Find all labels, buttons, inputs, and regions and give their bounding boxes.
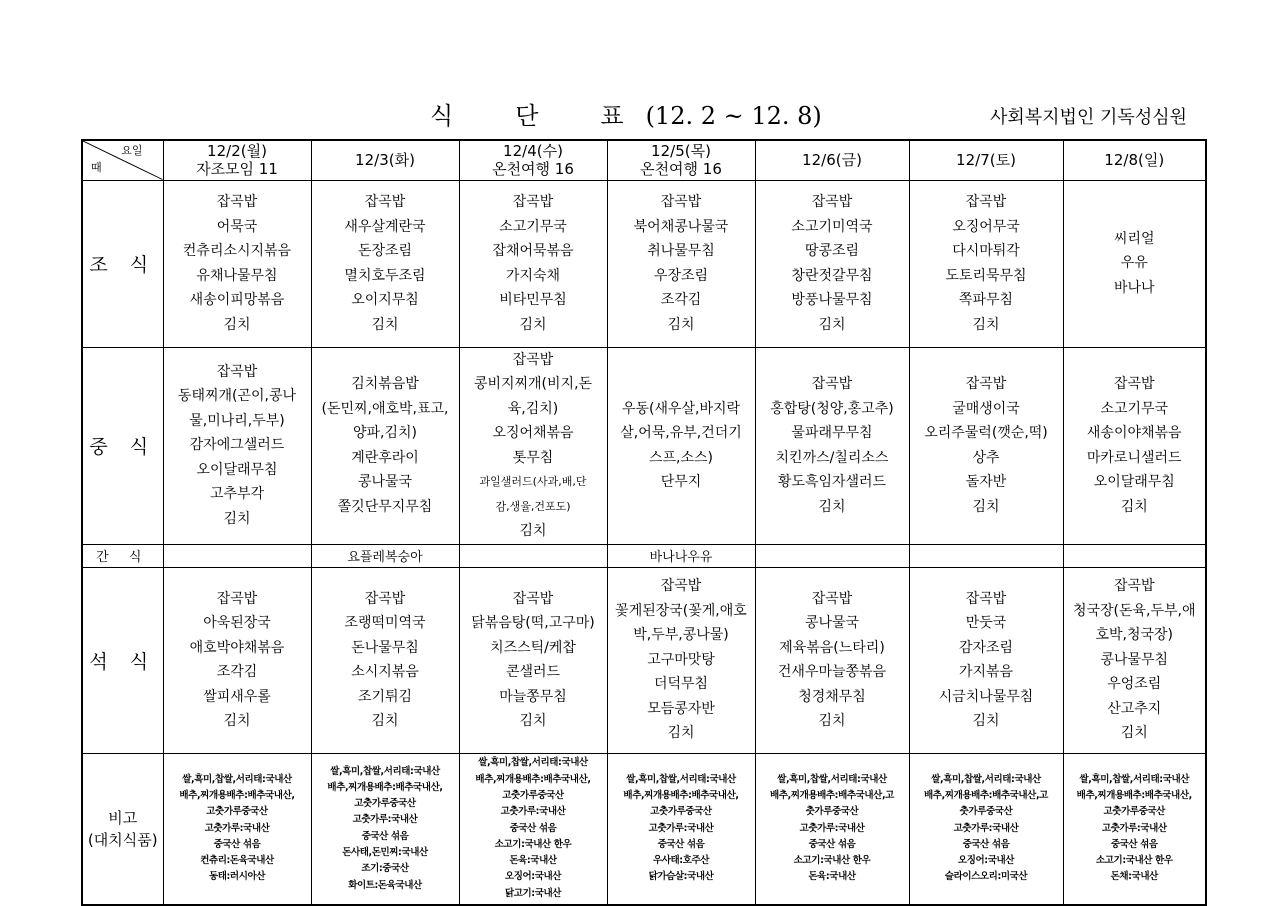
- menu-item: 가지볶음: [958, 664, 1014, 680]
- origin-note-line: 우사태:호주산: [652, 855, 710, 867]
- breakfast-cell: [755, 180, 909, 347]
- menu-item: 어묵국: [216, 218, 258, 235]
- lunch-cell: [909, 347, 1063, 544]
- title-char-1: 식: [430, 102, 454, 130]
- origin-note-line: 돈사태,돈민찌:국내산: [342, 847, 428, 859]
- dinner-cell: [163, 567, 311, 753]
- menu-item: 마늘쫑무침: [499, 688, 567, 705]
- menu-item: 컨츄리소시지볶음: [182, 243, 292, 259]
- origin-note-cell: [607, 753, 755, 905]
- origin-note-line: 배추,찌개용배추:배추국내산,고: [924, 790, 1048, 801]
- menu-item: 양파,김치): [352, 425, 417, 441]
- menu-item: 김치: [667, 316, 695, 333]
- menu-item: 콩나물무침: [1100, 651, 1169, 668]
- breakfast-cell: [311, 180, 459, 347]
- origin-note-line: 중국산 섞음: [1110, 838, 1158, 850]
- menu-item: 감자조림: [958, 639, 1014, 656]
- menu-item: 도토리묵무침: [945, 267, 1027, 284]
- snack-cell: [755, 544, 909, 567]
- meal-label-lunch: 중 식: [82, 347, 163, 544]
- breakfast-cell: [163, 180, 311, 347]
- origin-note-line: 소고기:국내산 한우: [494, 838, 572, 850]
- menu-item: 잡곡밥: [216, 590, 258, 607]
- notes-row: [82, 753, 1206, 905]
- origin-note-line: 고춧가루:국내산: [500, 806, 566, 818]
- origin-note-line: 중국산 섞음: [962, 838, 1010, 850]
- dinner-cell: [607, 567, 755, 753]
- breakfast-cell: [909, 180, 1063, 347]
- menu-item: 쫄깃단무지무침: [337, 498, 433, 515]
- menu-item: 육,김치): [507, 400, 559, 417]
- origin-note-line: 화이트:돈육국내산: [348, 879, 422, 891]
- menu-item: 상추: [972, 449, 1000, 466]
- breakfast-cell: [459, 180, 607, 347]
- header-corner: [82, 140, 163, 180]
- origin-note-line: 고춧가루중국산: [650, 806, 712, 818]
- menu-item: 오이달래무침: [196, 461, 278, 478]
- meal-label-snack: 간 식: [82, 544, 163, 567]
- title-char-3: 표: [600, 102, 624, 130]
- menu-item: 새송이피망볶음: [189, 292, 285, 308]
- origin-note-line: 오징어:국내산: [957, 855, 1015, 867]
- menu-item: 잡곡밥: [1113, 376, 1155, 392]
- menu-item: 치킨까스/칠리소스: [775, 449, 889, 466]
- menu-item: 김치: [519, 523, 547, 539]
- menu-item: 오징어채볶음: [492, 425, 574, 441]
- origin-note-line: 배추,찌개용배추:배추국내산,: [475, 773, 591, 785]
- origin-note-line: 소고기:국내산 한우: [1095, 855, 1173, 867]
- menu-item: 잡곡밥: [811, 194, 853, 210]
- lunch-cell: [1063, 347, 1206, 544]
- menu-item: 김치: [972, 316, 1000, 333]
- menu-item: 굴매생이국: [952, 400, 1020, 417]
- menu-item: 김치: [223, 316, 251, 333]
- origin-note-cell: [755, 753, 909, 905]
- menu-item: 동태찌개(곤이,콩나: [177, 388, 297, 405]
- origin-note-line: 쌀,흑미,찹쌀,서리태:국내산: [626, 773, 736, 785]
- organization-name: 사회복지법인 기독성심원: [990, 107, 1187, 128]
- day-event: 자조모임 11: [196, 160, 278, 179]
- menu-item: 잡곡밥: [811, 376, 853, 392]
- menu-item: 콩나물국: [357, 474, 413, 490]
- snack-cell: 바나나우유: [607, 544, 755, 567]
- origin-note-line: 고춧가루:국내산: [799, 822, 865, 834]
- menu-item: 잡곡밥: [660, 194, 702, 210]
- menu-item: 쌀피새우롤: [203, 688, 271, 705]
- menu-item: 애호박야채볶음: [189, 639, 285, 656]
- day-event: 온천여행 16: [640, 160, 722, 179]
- menu-item: 돈장조림: [357, 243, 413, 259]
- menu-item: (돈민찌,애호박,표고,: [321, 400, 449, 417]
- origin-note-line: 고춧가루중국산: [502, 790, 564, 801]
- menu-item: 김치: [1120, 498, 1148, 515]
- origin-note-line: 고춧가루:국내산: [1101, 822, 1167, 834]
- day-header: [607, 140, 755, 180]
- lunch-cell: [459, 347, 607, 544]
- menu-item: 바나나: [1113, 279, 1155, 296]
- origin-note-line: 쌀,흑미,찹쌀,서리태:국내산: [478, 757, 588, 769]
- corner-label-meal: 때: [91, 160, 102, 174]
- menu-item: 소고기무국: [499, 218, 567, 235]
- origin-note-line: 고춧가루:국내산: [352, 814, 418, 826]
- menu-item: 우유: [1120, 255, 1148, 272]
- menu-item: 김치: [818, 713, 846, 729]
- menu-item: 유채나물무침: [196, 267, 278, 284]
- menu-item: 살,어묵,유부,건더기: [620, 425, 742, 441]
- menu-item: 잡곡밥: [965, 194, 1007, 210]
- menu-item: 다시마튀각: [952, 243, 1020, 259]
- menu-item: 돈나물무침: [351, 639, 419, 656]
- breakfast-row: [82, 180, 1206, 347]
- origin-note-cell: [311, 753, 459, 905]
- menu-item: 꽃게된장국(꽃게,애호: [615, 602, 747, 619]
- dinner-cell: [459, 567, 607, 753]
- menu-item: 잡곡밥: [965, 590, 1007, 607]
- menu-item: 잡곡밥: [216, 363, 258, 380]
- menu-item: 쪽파무침: [958, 292, 1014, 308]
- dinner-cell: [311, 567, 459, 753]
- origin-note-line: 닭고기:국내산: [504, 887, 562, 899]
- origin-note-line: 중국산 섞음: [361, 830, 409, 842]
- menu-item: 방풍나물무침: [791, 292, 873, 308]
- menu-item: 김치: [667, 725, 695, 742]
- menu-item: 청국장(돈육,두부,애: [1072, 602, 1196, 619]
- menu-item: 홍합탕(청양,홍고추): [770, 400, 894, 417]
- day-header: [163, 140, 311, 180]
- menu-item: 콩나물국: [804, 615, 860, 631]
- menu-item: 김치: [223, 510, 251, 527]
- corner-label-day: 요일: [121, 144, 143, 157]
- menu-item: 잡곡밥: [1113, 578, 1155, 595]
- day-date: 12/4(수): [503, 142, 563, 161]
- origin-note-line: 배추,찌개용배추:배추국내산,: [623, 790, 739, 801]
- origin-note-line: 고춧가루:국내산: [648, 822, 714, 834]
- origin-note-line: 고춧가루:국내산: [953, 822, 1019, 834]
- origin-note-line: 돈육:국내산: [808, 871, 856, 883]
- day-date: 12/8(일): [1104, 151, 1165, 170]
- lunch-cell: [163, 347, 311, 544]
- notes-label: [82, 753, 163, 905]
- menu-item: 오리주물럭(깻순,떡): [924, 425, 1048, 441]
- menu-item: 새송이야채볶음: [1086, 425, 1182, 441]
- menu-item: 비타민무침: [499, 292, 567, 308]
- menu-item: 만둣국: [965, 615, 1007, 631]
- day-header: [311, 140, 459, 180]
- origin-note-line: 소고기:국내산 한우: [793, 855, 871, 867]
- menu-item: 소시지볶음: [351, 664, 419, 680]
- menu-item: 감자에그샐러드: [189, 437, 285, 454]
- menu-item: 오징어무국: [952, 218, 1020, 235]
- menu-item: 잡곡밥: [512, 194, 554, 210]
- origin-note-line: 슬라이스오리:미국산: [944, 871, 1028, 883]
- origin-note-line: 중국산 섞음: [213, 838, 261, 850]
- menu-item: 소고기무국: [1100, 400, 1169, 417]
- menu-item: 창란젓갈무침: [791, 267, 873, 284]
- day-header: [909, 140, 1063, 180]
- menu-item: 땅콩조림: [804, 243, 860, 259]
- menu-item: 호박,청국장): [1095, 627, 1174, 644]
- snack-cell: 요플레복숭아: [311, 544, 459, 567]
- menu-item: 김치: [818, 498, 846, 515]
- snack-cell: [163, 544, 311, 567]
- lunch-cell: [755, 347, 909, 544]
- snack-cell: [459, 544, 607, 567]
- menu-item: 멸치호두조림: [344, 267, 426, 284]
- menu-item: 조랭떡미역국: [344, 615, 426, 631]
- menu-item: 감,생율,건포도): [495, 499, 571, 513]
- day-date: 12/5(목): [651, 142, 711, 161]
- menu-item: 취나물무침: [647, 243, 715, 259]
- breakfast-cell: [607, 180, 755, 347]
- menu-item: 오이달래무침: [1093, 474, 1175, 490]
- menu-item: 소고기미역국: [791, 218, 873, 235]
- menu-item: 단무지: [660, 474, 702, 490]
- origin-note-line: 배추,찌개용배추:배추국내산,: [179, 790, 295, 801]
- menu-item: 가지숙채: [505, 267, 561, 284]
- lunch-cell: [311, 347, 459, 544]
- origin-note-line: 돈채:국내산: [1110, 871, 1158, 883]
- menu-item: 우장조림: [653, 267, 709, 284]
- menu-item: 물,미나리,두부): [189, 412, 285, 429]
- menu-item: 닭볶음탕(떡,고구마): [471, 615, 595, 631]
- menu-item: 박,두부,콩나물): [633, 627, 729, 644]
- menu-item: 콩비지찌개(비지,돈: [473, 376, 593, 392]
- origin-note-line: 춧가루중국산: [805, 806, 859, 818]
- origin-note-line: 중국산 섞음: [808, 838, 856, 850]
- origin-note-line: 쌀,흑미,찹쌀,서리태:국내산: [1079, 773, 1190, 785]
- origin-note-line: 춧가루중국산: [959, 806, 1013, 818]
- origin-note-line: 배추,찌개용배추:배추국내산,고: [770, 790, 894, 801]
- origin-note-line: 배추,찌개용배추:배추국내산,: [327, 781, 443, 793]
- menu-item: 스프,소스): [648, 449, 713, 466]
- origin-note-line: 쌀,흑미,찹쌀,서리태:국내산: [182, 773, 292, 785]
- menu-item: 조각김: [660, 292, 702, 308]
- origin-note-cell: [909, 753, 1063, 905]
- menu-item: 황도흑임자샐러드: [777, 474, 887, 490]
- menu-item: 김치: [371, 713, 399, 729]
- menu-item: 건새우마늘쫑볶음: [777, 664, 887, 680]
- menu-item: 잡곡밥: [811, 590, 853, 607]
- menu-item: 우동(새우살,바지락: [621, 400, 741, 417]
- day-date: 12/2(월): [207, 142, 267, 161]
- header-row: [82, 140, 1206, 180]
- menu-item: 마카로니샐러드: [1086, 449, 1182, 466]
- menu-item: 잡곡밥: [965, 376, 1007, 392]
- menu-item: 제육볶음(느타리): [779, 639, 885, 656]
- menu-item: 김치: [371, 316, 399, 333]
- title-date-range: (12. 2 ~ 12. 8): [645, 102, 822, 130]
- menu-item: 김치: [519, 316, 547, 333]
- dinner-cell: [909, 567, 1063, 753]
- dinner-row: [82, 567, 1206, 753]
- menu-item: 잡곡밥: [512, 351, 554, 368]
- meal-label-breakfast: 조 식: [82, 180, 163, 347]
- menu-item: 콘샐러드: [505, 664, 561, 680]
- day-date: 12/3(화): [355, 151, 415, 170]
- origin-note-line: 배추,찌개용배추:배추국내산,: [1076, 790, 1192, 801]
- origin-note-line: 조기:중국산: [361, 863, 409, 875]
- snack-cell: [1063, 544, 1206, 567]
- menu-item: 잡곡밥: [364, 590, 406, 607]
- dinner-cell: [755, 567, 909, 753]
- menu-item: 씨리얼: [1113, 230, 1155, 247]
- origin-note-line: 고춧가루중국산: [354, 798, 416, 810]
- menu-item: 김치: [972, 713, 1000, 729]
- origin-note-line: 돈육:국내산: [509, 855, 557, 867]
- menu-item: 김치: [1120, 725, 1148, 742]
- menu-item: 더덕무침: [653, 676, 709, 693]
- menu-item: 모듬콩자반: [647, 700, 715, 717]
- menu-item: 산고추지: [1107, 700, 1162, 717]
- origin-note-line: 쌀,흑미,찹쌀,서리태:국내산: [777, 773, 887, 785]
- origin-note-line: 쌀,흑미,찹쌀,서리태:국내산: [931, 773, 1041, 785]
- menu-item: 김치볶음밥: [351, 376, 419, 392]
- breakfast-cell: [1063, 180, 1206, 347]
- origin-note-line: 고춧가루중국산: [206, 806, 268, 818]
- origin-note-line: 고춧가루:국내산: [204, 822, 270, 834]
- menu-item: 돌자반: [965, 474, 1007, 490]
- day-header: [1063, 140, 1206, 180]
- menu-item: 김치: [818, 316, 846, 333]
- lunch-row: [82, 347, 1206, 544]
- menu-item: 김치: [223, 713, 251, 729]
- menu-item: 과일샐러드(사과,배,단: [479, 475, 587, 488]
- menu-item: 잡곡밥: [216, 194, 258, 210]
- menu-item: 김치: [972, 498, 1000, 515]
- day-date: 12/7(토): [956, 151, 1016, 170]
- page-title: [430, 96, 822, 131]
- notes-label-line1: 비고: [108, 808, 138, 827]
- origin-note-line: 고춧가루중국산: [1103, 806, 1165, 818]
- origin-note-line: 동태:러시아산: [208, 871, 266, 883]
- menu-item: 조각김: [216, 664, 258, 680]
- menu-item: 북어채콩나물국: [633, 218, 729, 235]
- menu-item: 톳무침: [512, 449, 554, 466]
- origin-note-cell: [163, 753, 311, 905]
- menu-item: 새우살계란국: [344, 218, 426, 235]
- origin-note-line: 컨츄리:돈육국내산: [200, 855, 274, 867]
- menu-item: 계란후라이: [351, 449, 419, 466]
- menu-item: 잡곡밥: [364, 194, 406, 210]
- notes-label-line2: (대치식품): [87, 830, 158, 849]
- day-header: [459, 140, 607, 180]
- origin-note-line: 쌀,흑미,찹쌀,서리태:국내산: [330, 765, 440, 777]
- menu-table: [81, 139, 1207, 906]
- title-char-2: 단: [515, 102, 539, 130]
- day-event: 온천여행 16: [492, 160, 574, 179]
- menu-item: 잡곡밥: [660, 578, 702, 595]
- menu-item: 잡채어묵볶음: [492, 243, 574, 259]
- meal-label-dinner: 석 식: [82, 567, 163, 753]
- lunch-cell: [607, 347, 755, 544]
- origin-note-line: 중국산 섞음: [657, 838, 705, 850]
- origin-note-line: 중국산 섞음: [509, 822, 557, 834]
- day-date: 12/6(금): [802, 151, 862, 170]
- menu-item: 잡곡밥: [512, 590, 554, 607]
- dinner-cell: [1063, 567, 1206, 753]
- menu-item: 청경채무침: [798, 688, 866, 705]
- menu-item: 조기튀김: [357, 688, 413, 705]
- menu-item: 오이지무침: [351, 292, 419, 308]
- menu-item: 김치: [519, 713, 547, 729]
- menu-item: 고구마맛탕: [647, 651, 715, 668]
- origin-note-cell: [1063, 753, 1206, 905]
- menu-item: 아욱된장국: [203, 615, 271, 631]
- menu-item: 우엉조림: [1107, 676, 1162, 693]
- menu-item: 시금치나물무침: [938, 688, 1034, 705]
- snack-row: [82, 544, 1206, 567]
- menu-item: 고추부각: [209, 486, 265, 503]
- menu-item: 물파래무무침: [791, 425, 873, 441]
- day-header: [755, 140, 909, 180]
- origin-note-cell: [459, 753, 607, 905]
- menu-item: 치즈스틱/케찹: [490, 639, 576, 656]
- snack-cell: [909, 544, 1063, 567]
- origin-note-line: 오징어:국내산: [504, 871, 562, 883]
- origin-note-line: 닭가슴살:국내산: [648, 871, 714, 883]
